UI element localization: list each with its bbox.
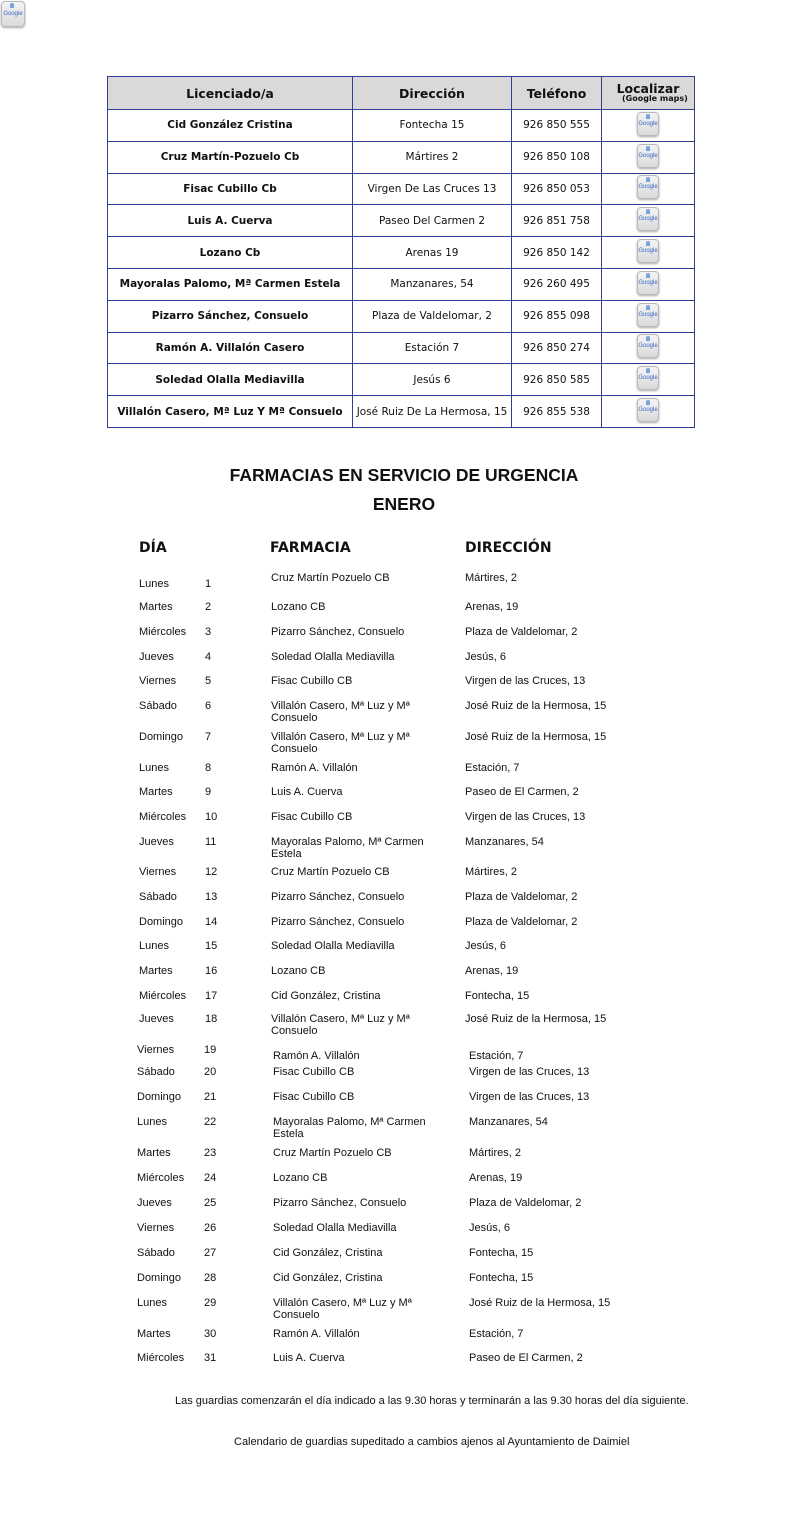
pharmacist-name: Ramón A. Villalón Casero [108,332,353,364]
header-licenciado: Licenciado/a [108,77,353,110]
schedule-day: Jueves [139,651,174,663]
schedule-date: 23 [204,1147,217,1159]
schedule-day: Viernes [139,675,177,687]
schedule-header-dia: DÍA [139,540,167,556]
schedule-pharmacy: Lozano CB [271,965,326,977]
schedule-pharmacy: Cruz Martín Pozuelo CB [273,1147,392,1159]
google-maps-icon[interactable]: Google [637,207,659,231]
google-maps-icon[interactable]: Google [637,271,659,295]
schedule-day: Jueves [139,1013,174,1025]
schedule-address: José Ruiz de la Hermosa, 15 [465,1013,607,1025]
schedule-date: 26 [204,1222,217,1234]
pharmacy-phone: 926 850 108 [512,141,602,173]
schedule-pharmacy: Ramón A. Villalón [271,762,358,774]
schedule-pharmacy: Villalón Casero, Mª Luz y Mª Consuelo [273,1297,412,1321]
schedule-day: Martes [139,965,173,977]
schedule-date: 6 [205,700,212,712]
schedule-address: Estación, 7 [469,1050,524,1062]
schedule-day: Domingo [139,916,184,928]
schedule-address: Mártires, 2 [465,866,517,878]
pharmacist-name: Soledad Olalla Mediavilla [108,364,353,396]
google-maps-icon[interactable]: Google [637,303,659,327]
google-maps-icon[interactable]: Google [637,175,659,199]
pharmacy-address: Mártires 2 [353,141,512,173]
schedule-date: 3 [205,626,212,638]
schedule-day: Martes [139,601,173,613]
pharmacy-address: Arenas 19 [353,237,512,269]
schedule-address: Virgen de las Cruces, 13 [465,675,586,687]
pharmacist-name: Lozano Cb [108,237,353,269]
schedule-day: Miércoles [139,990,187,1002]
schedule-address: Estación, 7 [465,762,520,774]
month-title: ENERO [372,494,436,514]
schedule-pharmacy: Mayoralas Palomo, Mª Carmen Estela [273,1116,426,1140]
schedule-date: 27 [204,1247,217,1259]
schedule-day: Martes [139,786,173,798]
schedule-date: 12 [205,866,218,878]
schedule-date: 7 [205,731,212,743]
schedule-address: Plaza de Valdelomar, 2 [465,891,578,903]
schedule-address: Paseo de El Carmen, 2 [469,1352,583,1364]
schedule-pharmacy: Fisac Cubillo CB [273,1091,355,1103]
schedule-day: Sábado [137,1247,175,1259]
pharmacist-name: Pizarro Sánchez, Consuelo [108,300,353,332]
schedule-address: Virgen de las Cruces, 13 [469,1066,590,1078]
schedule-day: Sábado [137,1066,175,1078]
schedule-pharmacy: Lozano CB [271,601,326,613]
schedule-date: 5 [205,675,212,687]
pharmacy-phone: 926 260 495 [512,268,602,300]
schedule-date: 22 [204,1116,217,1128]
schedule-header-direccion: DIRECCIÓN [465,540,552,556]
schedule-address: Arenas, 19 [465,965,519,977]
pharmacy-address: Plaza de Valdelomar, 2 [353,300,512,332]
schedule-date: 30 [204,1328,217,1340]
schedule-day: Domingo [139,731,184,743]
schedule-date: 1 [205,578,212,590]
schedule-date: 17 [205,990,218,1002]
schedule-address: Arenas, 19 [469,1172,523,1184]
schedule-address: Paseo de El Carmen, 2 [465,786,579,798]
schedule-address: Virgen de las Cruces, 13 [469,1091,590,1103]
schedule-address: Fontecha, 15 [469,1247,534,1259]
schedule-hours-note: Las guardias comenzarán el día indicado a las 9.30 horas y terminarán a las 9.30 horas del día siguiente. [175,1395,689,1407]
header-localizar-label: Localizar [616,81,680,96]
schedule-address: Plaza de Valdelomar, 2 [465,626,578,638]
schedule-date: 8 [205,762,212,774]
schedule-pharmacy: Pizarro Sánchez, Consuelo [271,626,405,638]
schedule-pharmacy: Fisac Cubillo CB [271,675,353,687]
schedule-date: 20 [204,1066,217,1078]
schedule-date: 4 [205,651,212,663]
schedule-pharmacy: Cruz Martín Pozuelo CB [271,572,390,584]
schedule-day: Lunes [139,940,169,952]
schedule-address: Arenas, 19 [465,601,519,613]
schedule-pharmacy: Soledad Olalla Mediavilla [271,651,395,663]
schedule-address: José Ruiz de la Hermosa, 15 [465,731,607,743]
schedule-date: 14 [205,916,218,928]
schedule-day: Sábado [139,891,177,903]
schedule-day: Martes [137,1147,171,1159]
schedule-day: Lunes [139,578,169,590]
schedule-pharmacy: Villalón Casero, Mª Luz y Mª Consuelo [271,1013,410,1037]
schedule-address: José Ruiz de la Hermosa, 15 [469,1297,611,1309]
schedule-day: Jueves [137,1197,172,1209]
schedule-date: 29 [204,1297,217,1309]
pharmacy-phone: 926 855 098 [512,300,602,332]
schedule-address: Manzanares, 54 [465,836,544,848]
schedule-day: Viernes [137,1222,175,1234]
schedule-day: Miércoles [137,1172,185,1184]
pharmacy-phone: 926 850 555 [512,110,602,142]
schedule-address: Virgen de las Cruces, 13 [465,811,586,823]
schedule-date: 11 [205,836,217,848]
pharmacy-phone: 926 850 274 [512,332,602,364]
schedule-pharmacy: Luis A. Cuerva [273,1352,345,1364]
schedule-day: Miércoles [139,811,187,823]
schedule-pharmacy: Cid González, Cristina [271,990,381,1002]
schedule-day: Viernes [137,1044,175,1056]
schedule-pharmacy: Pizarro Sánchez, Consuelo [271,891,405,903]
pharmacist-name: Cid González Cristina [108,110,353,142]
schedule-day: Lunes [137,1297,167,1309]
schedule-pharmacy: Cid González, Cristina [273,1272,383,1284]
header-direccion: Dirección [353,77,512,110]
schedule-address: Fontecha, 15 [469,1272,534,1284]
schedule-pharmacy: Pizarro Sánchez, Consuelo [271,916,405,928]
schedule-pharmacy: Ramón A. Villalón [273,1328,360,1340]
pharmacy-phone: 926 851 758 [512,205,602,237]
schedule-disclaimer: Calendario de guardias supeditado a cambios ajenos al Ayuntamiento de Daimiel [234,1436,630,1448]
pharmacy-address: Virgen De Las Cruces 13 [353,173,512,205]
schedule-pharmacy: Soledad Olalla Mediavilla [271,940,395,952]
schedule-pharmacy: Cid González, Cristina [273,1247,383,1259]
schedule-address: Jesús, 6 [469,1222,510,1234]
google-maps-icon[interactable]: Google [637,239,659,263]
schedule-date: 9 [205,786,212,798]
google-maps-icon[interactable]: Google [637,112,659,136]
pharmacist-name: Mayoralas Palomo, Mª Carmen Estela [108,268,353,300]
schedule-address: Plaza de Valdelomar, 2 [469,1197,582,1209]
pharmacist-name: Luis A. Cuerva [108,205,353,237]
schedule-day: Miércoles [139,626,187,638]
google-maps-icon[interactable]: Google [637,398,659,422]
schedule-day: Martes [137,1328,171,1340]
schedule-date: 18 [205,1013,218,1025]
urgency-title: FARMACIAS EN SERVICIO DE URGENCIA [229,465,579,485]
schedule-pharmacy: Fisac Cubillo CB [271,811,353,823]
schedule-date: 21 [204,1091,217,1103]
schedule-address: Estación, 7 [469,1328,524,1340]
schedule-day: Sábado [139,700,177,712]
schedule-address: Manzanares, 54 [469,1116,548,1128]
schedule-pharmacy: Villalón Casero, Mª Luz y Mª Consuelo [271,700,410,724]
schedule-pharmacy: Cruz Martín Pozuelo CB [271,866,390,878]
schedule-day: Lunes [137,1116,167,1128]
pharmacy-address: José Ruiz De La Hermosa, 15 [353,396,512,428]
schedule-date: 15 [205,940,218,952]
schedule-address: Fontecha, 15 [465,990,530,1002]
pharmacy-phone: 926 850 585 [512,364,602,396]
schedule-date: 16 [205,965,218,977]
pharmacy-phone: 926 850 142 [512,237,602,269]
schedule-date: 28 [204,1272,217,1284]
schedule-date: 25 [204,1197,217,1209]
google-maps-icon[interactable]: Google [1,1,25,27]
google-maps-icon[interactable]: Google [637,366,659,390]
schedule-address: Mártires, 2 [469,1147,521,1159]
schedule-day: Domingo [137,1091,182,1103]
google-maps-icon[interactable]: Google [637,334,659,358]
schedule-address: Mártires, 2 [465,572,517,584]
header-telefono: Teléfono [512,77,602,110]
schedule-address: Jesús, 6 [465,651,506,663]
schedule-pharmacy: Fisac Cubillo CB [273,1066,355,1078]
pharmacist-name: Villalón Casero, Mª Luz Y Mª Consuelo [108,396,353,428]
schedule-date: 13 [205,891,218,903]
schedule-date: 24 [204,1172,217,1184]
pharmacist-name: Cruz Martín-Pozuelo Cb [108,141,353,173]
schedule-date: 31 [204,1352,217,1364]
pharmacy-address: Jesús 6 [353,364,512,396]
pharmacy-phone: 926 855 538 [512,396,602,428]
pharmacy-address: Estación 7 [353,332,512,364]
schedule-header-farmacia: FARMACIA [270,540,351,556]
header-localizar-sub: (Google maps) [622,94,688,103]
schedule-pharmacy: Ramón A. Villalón [273,1050,360,1062]
schedule-day: Viernes [139,866,177,878]
pharmacy-address: Manzanares, 54 [353,268,512,300]
schedule-pharmacy: Pizarro Sánchez, Consuelo [273,1197,407,1209]
schedule-address: Plaza de Valdelomar, 2 [465,916,578,928]
schedule-address: José Ruiz de la Hermosa, 15 [465,700,607,712]
pharmacy-address: Paseo Del Carmen 2 [353,205,512,237]
schedule-date: 2 [205,601,212,613]
schedule-day: Jueves [139,836,174,848]
schedule-pharmacy: Mayoralas Palomo, Mª Carmen Estela [271,836,424,860]
schedule-day: Miércoles [137,1352,185,1364]
pharmacy-address: Fontecha 15 [353,110,512,142]
schedule-pharmacy: Soledad Olalla Mediavilla [273,1222,397,1234]
schedule-pharmacy: Villalón Casero, Mª Luz y Mª Consuelo [271,731,410,755]
schedule-address: Jesús, 6 [465,940,506,952]
schedule-day: Domingo [137,1272,182,1284]
schedule-pharmacy: Luis A. Cuerva [271,786,343,798]
schedule-date: 19 [204,1044,217,1056]
schedule-date: 10 [205,811,218,823]
pharmacy-phone: 926 850 053 [512,173,602,205]
schedule-pharmacy: Lozano CB [273,1172,328,1184]
pharmacist-name: Fisac Cubillo Cb [108,173,353,205]
schedule-day: Lunes [139,762,169,774]
google-maps-icon[interactable]: Google [637,144,659,168]
